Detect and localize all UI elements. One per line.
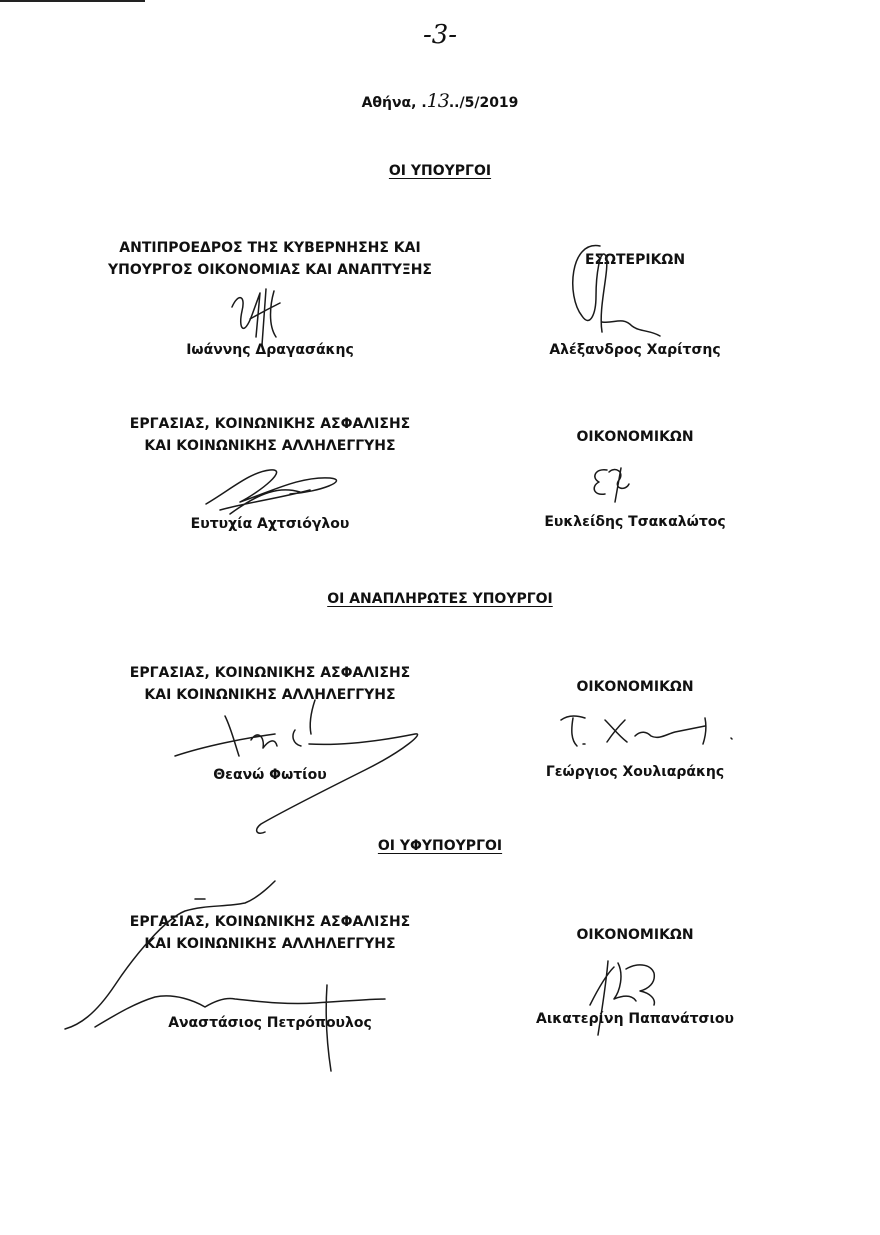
role-line-1: ΕΡΓΑΣΙΑΣ, ΚΟΙΝΩΝΙΚΗΣ ΑΣΦΑΛΙΣΗΣ xyxy=(129,665,411,681)
document-date xyxy=(0,90,880,112)
top-rule xyxy=(0,0,145,2)
signature-charitsis xyxy=(560,236,680,356)
page-number: -3- xyxy=(422,20,458,50)
role-line-1: ΑΝΤΙΠΡΟΕΔΡΟΣ ΤΗΣ ΚΥΒΕΡΝΗΣΗΣ ΚΑΙ xyxy=(119,240,421,256)
name-chouliarakis: Γεώργιος Χουλιαράκης xyxy=(545,764,725,780)
role-tsakalotos: ΟΙΚΟΝΟΜΙΚΩΝ xyxy=(576,429,694,445)
role-dragasakis xyxy=(40,237,500,281)
name-papanatsiou: Αικατερίνη Παπανάτσιου xyxy=(536,1011,734,1027)
name-fotiou: Θεανώ Φωτίου xyxy=(213,767,327,783)
signature-papanatsiou xyxy=(580,955,670,1045)
role-line-1: ΕΡΓΑΣΙΑΣ, ΚΟΙΝΩΝΙΚΗΣ ΑΣΦΑΛΙΣΗΣ xyxy=(129,416,411,432)
section-heading-deputy-ministers: ΟΙ ΑΝΑΠΛΗΡΩΤΕΣ ΥΠΟΥΡΓΟΙ xyxy=(327,591,553,607)
signature-chouliarakis xyxy=(555,710,755,755)
name-petropoulos: Αναστάσιος Πετρόπουλος xyxy=(168,1015,372,1031)
name-achtsioglou: Ευτυχία Αχτσιόγλου xyxy=(190,516,350,532)
role-line-2: ΚΑΙ ΚΟΙΝΩΝΙΚΗΣ ΑΛΛΗΛΕΓΓΥΗΣ xyxy=(144,438,396,454)
signature-achtsioglou xyxy=(200,462,350,522)
section-heading-ministers: ΟΙ ΥΠΟΥΡΓΟΙ xyxy=(388,163,492,179)
date-prefix: Αθήνα, . xyxy=(361,95,427,111)
section-heading-vice-ministers: ΟΙ ΥΦΥΠΟΥΡΓΟΙ xyxy=(377,838,503,854)
date-handwritten-day: 13 xyxy=(426,90,449,112)
role-line-2: ΚΑΙ ΚΟΙΝΩΝΙΚΗΣ ΑΛΛΗΛΕΓΓΥΗΣ xyxy=(144,936,396,952)
signature-tsakalotos xyxy=(585,462,645,512)
role-papanatsiou: ΟΙΚΟΝΟΜΙΚΩΝ xyxy=(576,927,694,943)
role-charitsis: ΕΣΩΤΕΡΙΚΩΝ xyxy=(584,252,686,268)
role-line-1: ΕΡΓΑΣΙΑΣ, ΚΟΙΝΩΝΙΚΗΣ ΑΣΦΑΛΙΣΗΣ xyxy=(129,914,411,930)
name-charitsis: Αλέξανδρος Χαρίτσης xyxy=(549,342,721,358)
name-tsakalotos: Ευκλείδης Τσακαλώτος xyxy=(544,514,726,530)
signature-petropoulos xyxy=(55,875,395,1075)
date-suffix: ../5/2019 xyxy=(448,95,519,111)
role-line-2: ΥΠΟΥΡΓΟΣ ΟΙΚΟΝΟΜΙΑΣ ΚΑΙ ΑΝΑΠΤΥΞΗΣ xyxy=(108,262,432,278)
name-dragasakis: Ιωάννης Δραγασάκης xyxy=(186,342,354,358)
role-achtsioglou xyxy=(40,413,500,457)
role-line-2: ΚΑΙ ΚΟΙΝΩΝΙΚΗΣ ΑΛΛΗΛΕΓΓΥΗΣ xyxy=(144,687,396,703)
role-chouliarakis: ΟΙΚΟΝΟΜΙΚΩΝ xyxy=(576,679,694,695)
